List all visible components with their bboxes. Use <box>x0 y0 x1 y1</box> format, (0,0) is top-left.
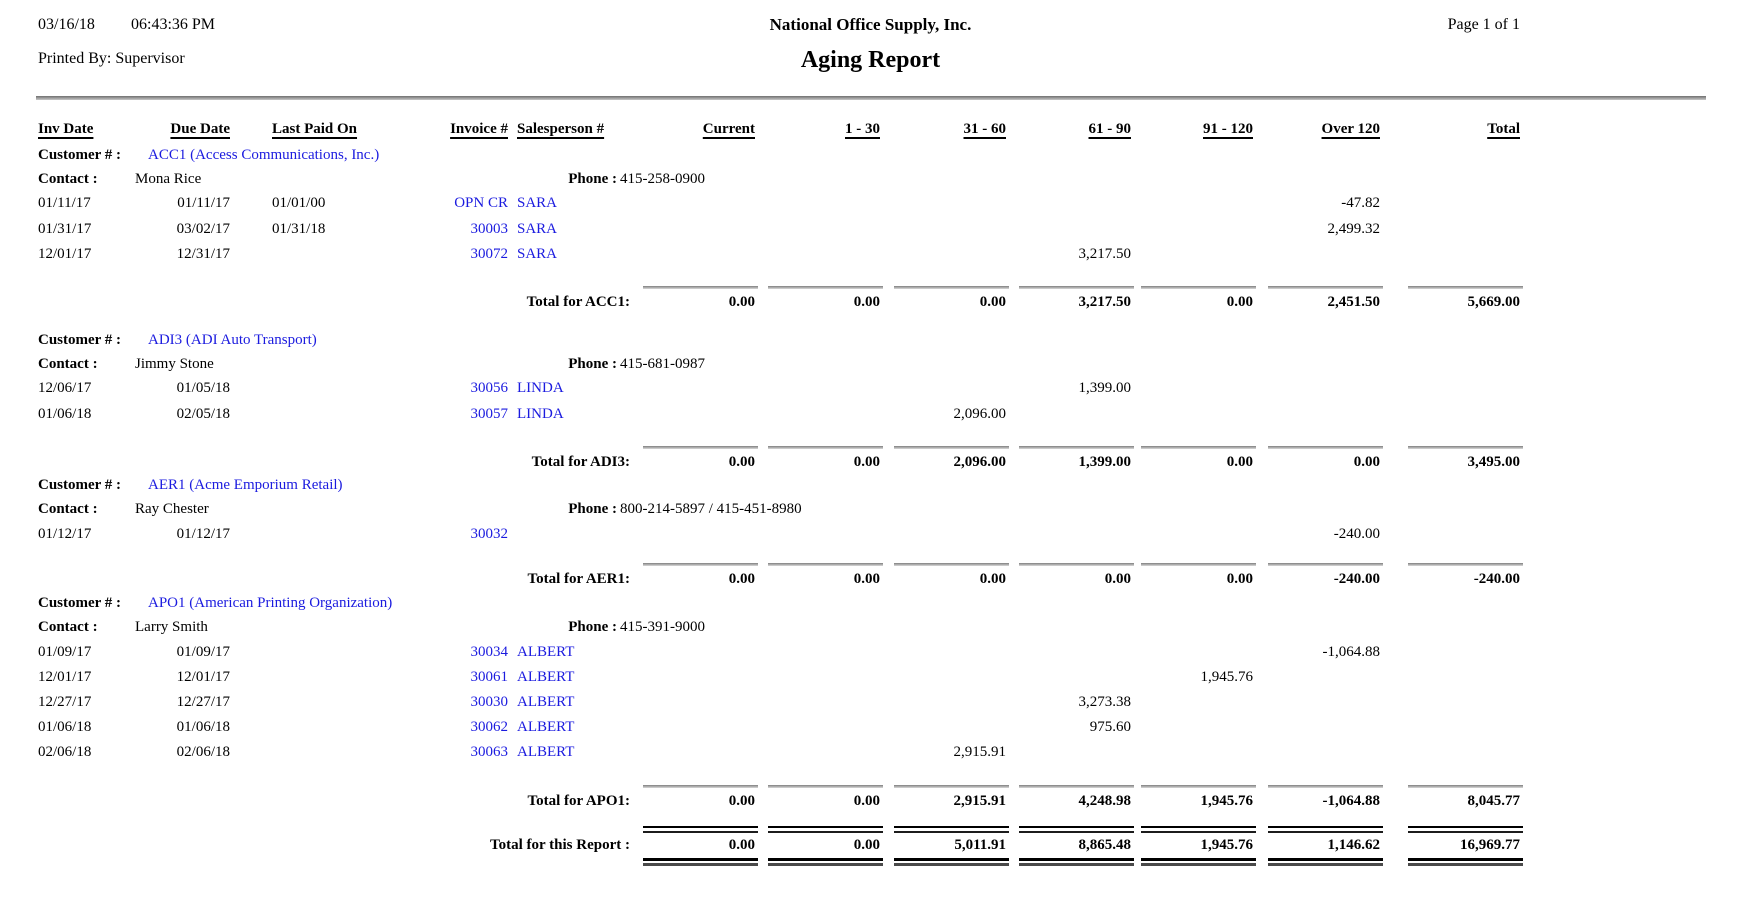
aging-amount: 2,915.91 <box>953 744 1006 760</box>
aging-amount: 3,217.50 <box>1078 246 1131 262</box>
aging-amount: -240.00 <box>1333 526 1380 542</box>
report-total-rule-bottom <box>768 858 883 866</box>
invoice-row-due-date: 01/11/17 <box>177 195 230 211</box>
report-total-rule-top <box>1268 826 1383 833</box>
total-rule <box>1408 286 1523 289</box>
column-header-bucket-3: 31 - 60 <box>963 121 1006 137</box>
customer-total-amount: 0.00 <box>853 571 880 587</box>
salesperson-link[interactable]: SARA <box>517 221 558 237</box>
salesperson-link[interactable]: LINDA <box>517 406 564 422</box>
invoice-row-inv-date: 01/11/17 <box>38 195 91 211</box>
total-rule <box>1019 286 1134 289</box>
invoice-row-due-date: 01/12/17 <box>176 526 230 542</box>
salesperson-link[interactable]: SARA <box>517 195 558 211</box>
report-total-rule-bottom <box>1408 858 1523 866</box>
invoice-row-inv-date: 12/01/17 <box>38 246 92 262</box>
total-rule <box>1141 446 1256 449</box>
customer-total-amount: 2,915.91 <box>953 793 1006 809</box>
salesperson-link[interactable]: LINDA <box>517 380 564 396</box>
customer-total-amount: 0.00 <box>728 294 755 310</box>
invoice-row-inv-date: 01/31/17 <box>38 221 92 237</box>
invoice-number-link[interactable]: 30034 <box>470 644 508 660</box>
invoice-row-inv-date: 01/12/17 <box>38 526 92 542</box>
report-total-label: Total for this Report : <box>490 837 630 853</box>
customer-total-amount: 4,248.98 <box>1078 793 1131 809</box>
customer-total-amount: 3,495.00 <box>1467 454 1520 470</box>
invoice-number-link[interactable]: 30032 <box>470 526 508 542</box>
total-rule <box>768 563 883 566</box>
invoice-row-due-date: 01/05/18 <box>176 380 230 396</box>
total-rule <box>1019 785 1134 788</box>
report-total-amount: 1,146.62 <box>1327 837 1380 853</box>
customer-total-amount: 0.00 <box>1226 294 1253 310</box>
salesperson-link[interactable]: ALBERT <box>517 669 575 685</box>
customer-total-label: Total for ADI3: <box>531 454 630 470</box>
report-total-rule-bottom <box>1141 858 1256 866</box>
invoice-number-link[interactable]: 30057 <box>470 406 508 422</box>
contact-name: Jimmy Stone <box>135 356 214 372</box>
invoice-row-due-date: 01/06/18 <box>176 719 230 735</box>
column-header-bucket-6: Over 120 <box>1321 121 1380 137</box>
phone-value: 800-214-5897 / 415-451-8980 <box>620 501 802 517</box>
phone-value: 415-391-9000 <box>620 619 705 635</box>
report-total-rule-top <box>768 826 883 833</box>
phone-label: Phone : <box>568 356 617 372</box>
total-rule <box>768 286 883 289</box>
customer-total-amount: 2,451.50 <box>1327 294 1380 310</box>
invoice-row-due-date: 02/06/18 <box>176 744 230 760</box>
customer-total-amount: 0.00 <box>979 571 1006 587</box>
invoice-row-due-date: 12/27/17 <box>176 694 230 710</box>
column-header-bucket-2: 1 - 30 <box>845 121 880 137</box>
customer-total-amount: -240.00 <box>1473 571 1520 587</box>
customer-total-amount: 0.00 <box>979 294 1006 310</box>
customer-total-amount: 5,669.00 <box>1467 294 1520 310</box>
invoice-row-inv-date: 02/06/18 <box>38 744 92 760</box>
report-total-amount: 1,945.76 <box>1200 837 1253 853</box>
column-header-bucket-7: Total <box>1487 121 1520 137</box>
contact-label: Contact : <box>38 356 98 372</box>
customer-link[interactable]: AER1 (Acme Emporium Retail) <box>148 477 343 493</box>
customer-total-amount: 3,217.50 <box>1078 294 1131 310</box>
report-total-amount: 16,969.77 <box>1460 837 1520 853</box>
invoice-number-link[interactable]: 30003 <box>470 221 508 237</box>
contact-name: Mona Rice <box>135 171 202 187</box>
report-total-rule-top <box>1019 826 1134 833</box>
total-rule <box>1141 286 1256 289</box>
phone-label: Phone : <box>568 171 617 187</box>
salesperson-link[interactable]: SARA <box>517 246 558 262</box>
customer-number-label: Customer # : <box>38 477 122 493</box>
report-total-rule-top <box>1141 826 1256 833</box>
total-rule <box>643 563 758 566</box>
report-date: 03/16/18 <box>38 16 95 33</box>
customer-total-amount: 1,945.76 <box>1200 793 1253 809</box>
customer-total-amount: 2,096.00 <box>953 454 1006 470</box>
column-header-invoice: Invoice # <box>450 121 508 137</box>
customer-total-amount: 0.00 <box>1226 571 1253 587</box>
customer-total-amount: 0.00 <box>853 454 880 470</box>
company-name: National Office Supply, Inc. <box>769 15 972 34</box>
invoice-row-inv-date: 12/01/17 <box>38 669 92 685</box>
aging-amount: -1,064.88 <box>1322 644 1380 660</box>
customer-total-amount: 0.00 <box>1353 454 1380 470</box>
invoice-row-inv-date: 01/06/18 <box>38 719 92 735</box>
phone-label: Phone : <box>568 501 617 517</box>
total-rule <box>1268 563 1383 566</box>
column-header-bucket-1: Current <box>702 121 755 137</box>
aging-amount: 2,096.00 <box>953 406 1006 422</box>
invoice-number-link[interactable]: OPN CR <box>454 195 508 211</box>
report-time: 06:43:36 PM <box>131 16 216 33</box>
printed-by: Printed By: Supervisor <box>38 50 185 67</box>
report-total-amount: 0.00 <box>728 837 755 853</box>
phone-value: 415-681-0987 <box>620 356 705 372</box>
report-total-rule-top <box>894 826 1009 833</box>
customer-link[interactable]: ACC1 (Access Communications, Inc.) <box>148 147 380 163</box>
invoice-row-last-paid: 01/31/18 <box>272 221 326 237</box>
total-rule <box>894 286 1009 289</box>
invoice-number-link[interactable]: 30030 <box>470 694 508 710</box>
column-header-last-paid-on: Last Paid On <box>272 121 358 137</box>
customer-total-amount: 0.00 <box>728 793 755 809</box>
total-rule <box>1408 563 1523 566</box>
total-rule <box>1268 785 1383 788</box>
invoice-row-due-date: 02/05/18 <box>176 406 230 422</box>
report-total-rule-top <box>643 826 758 833</box>
contact-name: Larry Smith <box>135 619 208 635</box>
contact-label: Contact : <box>38 501 98 517</box>
report-total-amount: 5,011.91 <box>954 837 1006 853</box>
total-rule <box>1268 286 1383 289</box>
customer-total-amount: 0.00 <box>728 571 755 587</box>
customer-total-amount: 0.00 <box>1226 454 1253 470</box>
total-rule <box>1141 785 1256 788</box>
invoice-number-link[interactable]: 30056 <box>470 380 508 396</box>
customer-link[interactable]: APO1 (American Printing Organization) <box>148 595 393 611</box>
invoice-number-link[interactable]: 30063 <box>470 744 508 760</box>
aging-amount: 3,273.38 <box>1078 694 1131 710</box>
column-header-bucket-5: 91 - 120 <box>1203 121 1253 137</box>
invoice-row-inv-date: 01/06/18 <box>38 406 92 422</box>
invoice-row-inv-date: 12/06/17 <box>38 380 92 396</box>
salesperson-link[interactable]: ALBERT <box>517 719 575 735</box>
total-rule <box>1019 446 1134 449</box>
total-rule <box>1408 446 1523 449</box>
salesperson-link[interactable]: ALBERT <box>517 694 575 710</box>
total-rule <box>894 446 1009 449</box>
total-rule <box>768 446 883 449</box>
customer-number-label: Customer # : <box>38 147 122 163</box>
phone-value: 415-258-0900 <box>620 171 705 187</box>
total-rule <box>643 785 758 788</box>
report-total-amount: 0.00 <box>853 837 880 853</box>
customer-total-label: Total for AER1: <box>527 571 630 587</box>
customer-number-label: Customer # : <box>38 595 122 611</box>
total-rule <box>643 446 758 449</box>
total-rule <box>1019 563 1134 566</box>
invoice-row-inv-date: 01/09/17 <box>38 644 92 660</box>
invoice-row-due-date: 01/09/17 <box>176 644 230 660</box>
total-rule <box>643 286 758 289</box>
customer-total-label: Total for ACC1: <box>526 294 630 310</box>
aging-amount: 2,499.32 <box>1327 221 1380 237</box>
customer-total-amount: 1,399.00 <box>1078 454 1131 470</box>
invoice-row-due-date: 12/01/17 <box>176 669 230 685</box>
contact-label: Contact : <box>38 619 98 635</box>
column-header-inv-date: Inv Date <box>38 121 94 137</box>
report-total-rule-top <box>1408 826 1523 833</box>
aging-amount: -47.82 <box>1341 195 1380 211</box>
total-rule <box>894 785 1009 788</box>
aging-amount: 1,945.76 <box>1200 669 1253 685</box>
column-header-salesperson: Salesperson # <box>517 121 605 137</box>
invoice-number-link[interactable]: 30061 <box>470 669 508 685</box>
total-rule <box>1141 563 1256 566</box>
invoice-number-link[interactable]: 30072 <box>470 246 508 262</box>
contact-label: Contact : <box>38 171 98 187</box>
salesperson-link[interactable]: ALBERT <box>517 644 575 660</box>
total-rule <box>1268 446 1383 449</box>
total-rule <box>894 563 1009 566</box>
invoice-row-due-date: 12/31/17 <box>176 246 230 262</box>
report-total-rule-bottom <box>894 858 1009 866</box>
customer-total-label: Total for APO1: <box>527 793 630 809</box>
customer-total-amount: 0.00 <box>853 793 880 809</box>
column-header-due-date: Due Date <box>170 121 230 137</box>
header-divider <box>36 96 1706 100</box>
invoice-row-last-paid: 01/01/00 <box>272 195 326 211</box>
customer-total-amount: 8,045.77 <box>1467 793 1520 809</box>
report-total-rule-bottom <box>1019 858 1134 866</box>
total-rule <box>1408 785 1523 788</box>
total-rule <box>768 785 883 788</box>
aging-amount: 1,399.00 <box>1078 380 1131 396</box>
salesperson-link[interactable]: ALBERT <box>517 744 575 760</box>
customer-total-amount: -240.00 <box>1333 571 1380 587</box>
customer-total-amount: 0.00 <box>728 454 755 470</box>
customer-number-label: Customer # : <box>38 332 122 348</box>
customer-link[interactable]: ADI3 (ADI Auto Transport) <box>148 332 317 348</box>
column-header-bucket-4: 61 - 90 <box>1088 121 1131 137</box>
customer-total-amount: 0.00 <box>853 294 880 310</box>
aging-amount: 975.60 <box>1089 719 1131 735</box>
invoice-row-due-date: 03/02/17 <box>176 221 230 237</box>
customer-total-amount: 0.00 <box>1104 571 1131 587</box>
page-indicator: Page 1 of 1 <box>1447 16 1520 33</box>
invoice-row-inv-date: 12/27/17 <box>38 694 92 710</box>
report-total-rule-bottom <box>1268 858 1383 866</box>
contact-name: Ray Chester <box>135 501 209 517</box>
invoice-number-link[interactable]: 30062 <box>470 719 508 735</box>
phone-label: Phone : <box>568 619 617 635</box>
report-title: Aging Report <box>800 47 941 73</box>
customer-total-amount: -1,064.88 <box>1322 793 1380 809</box>
report-total-rule-bottom <box>643 858 758 866</box>
report-total-amount: 8,865.48 <box>1078 837 1131 853</box>
